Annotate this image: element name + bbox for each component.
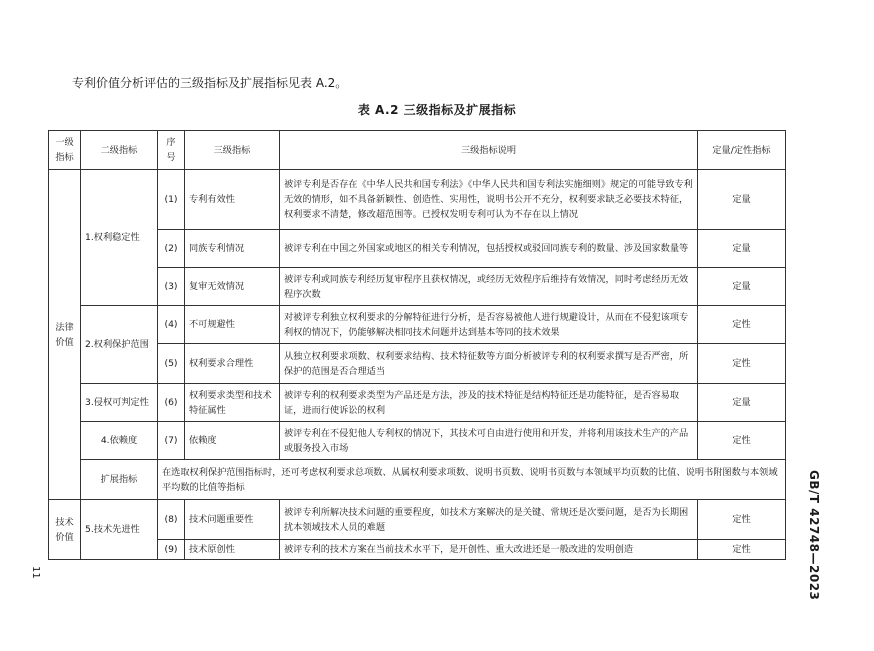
row-desc: 被评专利的技术方案在当前技术水平下，是开创性、重大改进还是一般改进的发明创造 (280, 540, 698, 560)
row-name: 权利要求合理性 (185, 344, 280, 384)
table-row (49, 384, 786, 422)
row-type: 定性 (698, 422, 786, 460)
row-desc: 从独立权利要求项数、权利要求结构、技术特征数等方面分析被评专利的权利要求撰写是否严密，所保护的范围是否合理适当 (280, 344, 698, 384)
header-desc: 三级指标说明 (280, 131, 698, 170)
table-header-row (49, 131, 786, 170)
table-row (49, 306, 786, 344)
row-desc: 被评专利在不侵犯他人专利权的情况下，其技术可自由进行使用和开发，并将利用该技术生产的产品或服务投入市场 (280, 422, 698, 460)
table-row (49, 422, 786, 460)
row-type: 定量 (698, 230, 786, 268)
row-name: 不可规避性 (185, 306, 280, 344)
row-desc: 被评专利所解决技术问题的重要程度，如技术方案解决的是关键、常规还是次要问题，是否为长期困扰本领域技术人员的难题 (280, 500, 698, 540)
level2-stability: 1.权利稳定性 (81, 170, 158, 306)
header-level3: 三级指标 (185, 131, 280, 170)
table-row (49, 500, 786, 540)
row-type: 定性 (698, 540, 786, 560)
row-no: (3) (158, 268, 185, 306)
header-seq: 序号 (158, 131, 185, 170)
row-type: 定量 (698, 268, 786, 306)
row-no: (2) (158, 230, 185, 268)
row-name: 权利要求类型和技术特征属性 (185, 384, 280, 422)
extension-text: 在选取权利保护范围指标时，还可考虑权利要求总项数、从属权利要求项数、说明书页数、说明书页数与本领域平均页数的比值、说明书附图数与本领域平均数的比值等指标 (158, 460, 786, 500)
level1-tech: 技术价值 (49, 500, 81, 560)
table-row (49, 230, 786, 268)
row-no: (4) (158, 306, 185, 344)
row-type: 定性 (698, 500, 786, 540)
row-desc: 对被评专利独立权利要求的分解特征进行分析，是否容易被他人进行规避设计，从而在不侵犯该项专利权的情况下，仍能够解决相同技术问题并达到基本等同的技术效果 (280, 306, 698, 344)
row-desc: 被评专利是否存在《中华人民共和国专利法》《中华人民共和国专利法实施细则》规定的可能导致专利无效的情形，如不具备新颖性、创造性、实用性，说明书公开不充分，权利要求缺乏必要技术特征，权利要求不清楚，修改超范围等。已授权发明专利可认为不存在以上情况 (280, 170, 698, 230)
row-no: (8) (158, 500, 185, 540)
level2-advanced: 5.技术先进性 (81, 500, 158, 560)
row-name: 依赖度 (185, 422, 280, 460)
level2-infringe: 3.侵权可判定性 (81, 384, 158, 422)
header-level2: 二级指标 (81, 131, 158, 170)
table-row (49, 344, 786, 384)
row-no: (7) (158, 422, 185, 460)
row-name: 复审无效情况 (185, 268, 280, 306)
header-level1: 一级指标 (49, 131, 81, 170)
row-type: 定量 (698, 170, 786, 230)
level2-scope: 2.权利保护范围 (81, 306, 158, 384)
indicator-table (48, 130, 786, 560)
row-type: 定量 (698, 384, 786, 422)
page-number: 11 (30, 566, 41, 579)
row-no: (1) (158, 170, 185, 230)
row-desc: 被评专利在中国之外国家或地区的相关专利情况，包括授权或驳回同族专利的数量、涉及国家数量等 (280, 230, 698, 268)
table-row (49, 268, 786, 306)
row-no: (6) (158, 384, 185, 422)
level1-legal: 法律价值 (49, 170, 81, 500)
row-name: 专利有效性 (185, 170, 280, 230)
standard-number: GB/T 42748—2023 (807, 470, 821, 601)
table-row (49, 170, 786, 230)
row-name: 同族专利情况 (185, 230, 280, 268)
intro-text: 专利价值分析评估的三级指标及扩展指标见表 A.2。 (72, 76, 348, 90)
table-row (49, 540, 786, 560)
row-name: 技术原创性 (185, 540, 280, 560)
row-no: (9) (158, 540, 185, 560)
row-name: 技术问题重要性 (185, 500, 280, 540)
row-no: (5) (158, 344, 185, 384)
row-desc: 被评专利或同族专利经历复审程序且获权情况，或经历无效程序后维持有效情况，同时考虑经历无效程序次数 (280, 268, 698, 306)
level2-dependence: 4.依赖度 (81, 422, 158, 460)
row-type: 定性 (698, 344, 786, 384)
extension-label: 扩展指标 (81, 460, 158, 500)
header-type: 定量/定性指标 (698, 131, 786, 170)
row-type: 定性 (698, 306, 786, 344)
table-caption: 表 A.2 三级指标及扩展指标 (357, 103, 517, 117)
row-desc: 被评专利的权利要求类型为产品还是方法，涉及的技术特征是结构特征还是功能特征，是否容易取证，进而行使诉讼的权利 (280, 384, 698, 422)
extension-row (49, 460, 786, 500)
